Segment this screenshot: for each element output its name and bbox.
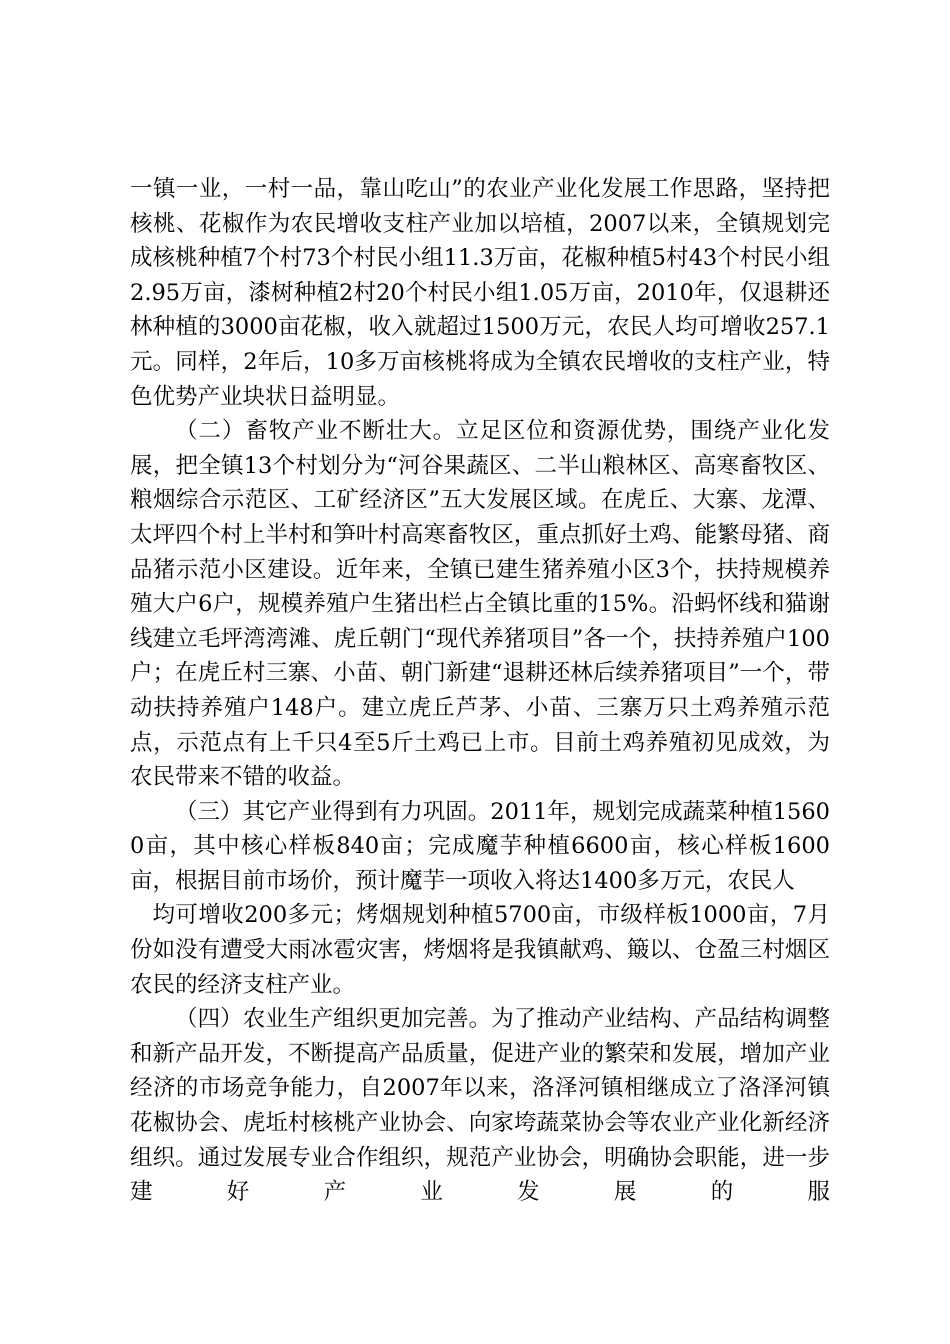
paragraph-organizations: （四）农业生产组织更加完善。为了推动产业结构、产品结构调整和新产品开发，不断提高产品质量，促进产业的繁荣和发展，增加产业经济的市场竞争能力，自2007年以来，洛泽河镇相继成立了洛泽河镇花椒协会、虎坵村核桃产业协会、向家垮蔬菜协会等农业产业化新经济组织。通过发展专业合作组织，规范产业协会，明确协会职能，进一步建好产业发展的服 [130, 1006, 830, 1206]
paragraph-fruit-industry: 一镇一业，一村一品，靠山吃山”的农业产业化发展工作思路，坚持把核桃、花椒作为农民增收支柱产业加以培植，2007以来，全镇规划完成核桃种植7个村73个村民小组11.3万亩，花椒种植5村43个村民小组2.95万亩，漆树种植2村20个村民小组1.05万亩，2010年，仅退耕还林种植的3000亩花椒，收入就超过1500万元，农民人均可增收257.1元。同样，2年后，10多万亩核桃将成为全镇农民增收的支柱产业，特色优势产业块状日益明显。 [130, 176, 830, 410]
paragraph-other-industries: （三）其它产业得到有力巩固。2011年，规划完成蔬菜种植15600亩，其中核心样板840亩；完成魔芋种植6600亩，核心样板1600亩，根据目前市场价，预计魔芋一项收入将达1400多万元，农民人 [130, 798, 830, 894]
paragraph-other-industries-continued: 均可增收200多元；烤烟规划种植5700亩，市级样板1000亩，7月份如没有遭受大雨冰雹灾害，烤烟将是我镇献鸡、簸以、仓盈三村烟区农民的经济支柱产业。 [130, 902, 830, 998]
document-page [130, 172, 830, 1210]
paragraph-livestock: （二）畜牧产业不断壮大。立足区位和资源优势，围绕产业化发展，把全镇13个村划分为“河谷果蔬区、二半山粮林区、高寒畜牧区、粮烟综合示范区、工矿经济区”五大发展区域。在虎丘、大寨、龙潭、太坪四个村上半村和笋叶村高寒畜牧区，重点抓好土鸡、能繁母猪、商品猪示范小区建设。近年来，全镇已建生猪养殖小区3个，扶持规模养殖大户6户，规模养殖户生猪出栏占全镇比重的15%。沿蚂怀线和猫谢线建立毛坪湾湾滩、虎丘朝门“现代养猪项目”各一个，扶持养殖户100户；在虎丘村三寨、小苗、朝门新建“退耕还林后续养猪项目”一个，带动扶持养殖户148户。建立虎丘芦茅、小苗、三寨万只土鸡养殖示范点，示范点有上千只4至5斤土鸡已上市。目前土鸡养殖初见成效，为农民带来不错的收益。 [130, 418, 830, 791]
